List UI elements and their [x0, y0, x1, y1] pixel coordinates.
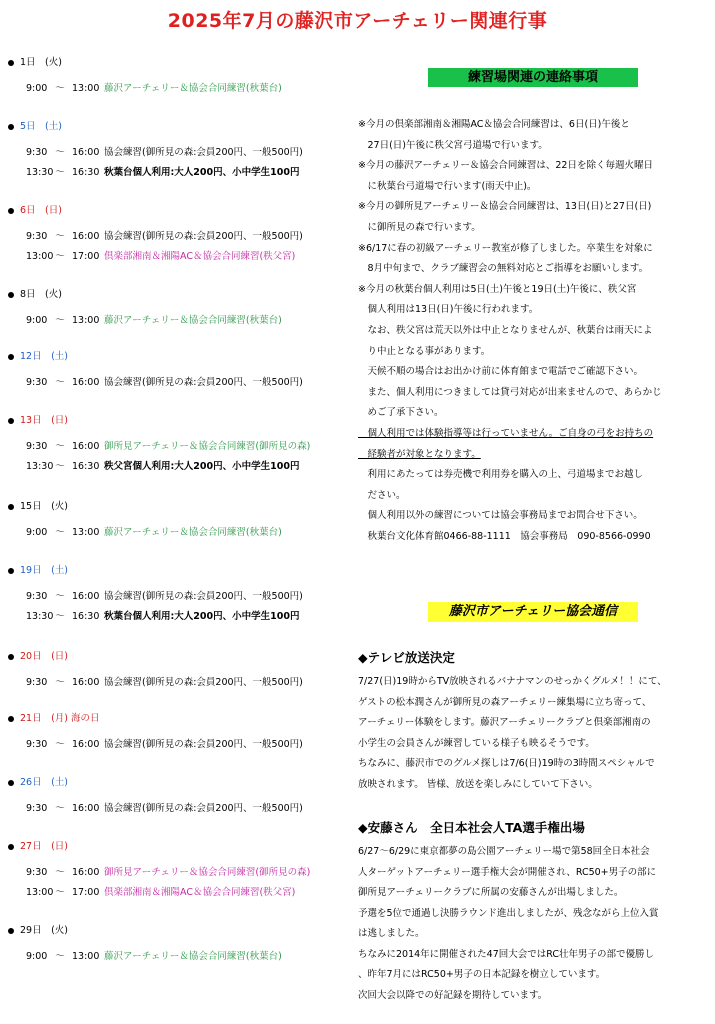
- event-end-time: 16:00: [72, 441, 100, 452]
- notice-line: また、個人利用につきましては貸弓対応が出来ませんので、あらかじ: [358, 386, 662, 398]
- event-start-time: 9:30: [26, 591, 48, 602]
- notice-banner: 練習場関連の連絡事項: [428, 68, 638, 87]
- event-start-time: 9:30: [26, 441, 48, 452]
- event-start-time: 13:30: [26, 611, 54, 622]
- event-start-time: 9:00: [26, 951, 48, 962]
- event-separator: ～: [55, 251, 65, 262]
- bullet-icon: [8, 292, 14, 298]
- schedule-date-label: 15日 (火): [20, 501, 69, 512]
- schedule-event: [26, 144, 303, 158]
- event-end-time: 16:00: [72, 147, 100, 158]
- notice-line: 利用にあたっては券売機で利用券を購入の上、弓道場までお越し: [358, 469, 644, 481]
- schedule-event: [26, 458, 299, 472]
- event-start-time: 9:00: [26, 527, 48, 538]
- event-separator: ～: [55, 461, 65, 472]
- event-separator: ～: [55, 677, 65, 688]
- event-end-time: 16:00: [72, 803, 100, 814]
- event-name: 協会練習(御所見の森:会員200円、一般500円): [104, 147, 303, 158]
- event-separator: ～: [55, 231, 65, 242]
- event-separator: ～: [55, 591, 65, 602]
- event-start-time: 9:00: [26, 83, 48, 94]
- schedule-event: [26, 80, 282, 94]
- page-title: 2025年7月の藤沢市アーチェリー関連行事: [167, 10, 548, 32]
- notice-line: に御所見の森で行います。: [358, 222, 481, 233]
- bullet-icon: [8, 60, 14, 66]
- bullet-icon: [8, 654, 14, 660]
- schedule-date-label: 13日 (日): [20, 415, 69, 426]
- bullet-icon: [8, 716, 14, 722]
- event-name: 協会練習(御所見の森:会員200円、一般500円): [104, 377, 303, 388]
- notice-line: ださい。: [358, 489, 406, 501]
- schedule-event: [26, 948, 282, 962]
- schedule-event: [26, 800, 303, 814]
- event-name: 秋葉台個人利用:大人200円、小中学生100円: [104, 611, 300, 622]
- news-line: 御所見アーチェリークラブに所属の安藤さんが出場しました。: [358, 887, 624, 898]
- news-line: 小学生の会員さんが練習している様子も映るそうです。: [358, 737, 595, 749]
- event-name: 御所見アーチェリー＆協会合同練習(御所見の森): [104, 441, 311, 452]
- schedule-event: [26, 524, 282, 538]
- event-end-time: 17:00: [72, 887, 100, 898]
- notice-line: ※6/17に春の初級アーチェリー教室が修了しました。卒業生を対象に: [358, 242, 653, 254]
- schedule-date-label: 26日 (土): [20, 777, 69, 788]
- event-separator: ～: [55, 951, 65, 962]
- event-start-time: 9:30: [26, 867, 48, 878]
- schedule-date-label: 6日 (日): [20, 205, 62, 216]
- notice-line: めご了承下さい。: [358, 407, 444, 419]
- schedule-date: [8, 838, 68, 852]
- event-start-time: 9:30: [26, 677, 48, 688]
- notice-line: ※今月の御所見アーチェリー＆協会合同練習は、13日(日)と27日(日): [358, 201, 652, 213]
- schedule-event: [26, 674, 303, 688]
- event-separator: ～: [55, 167, 65, 178]
- schedule-date-label: 1日 (火): [20, 57, 62, 68]
- event-start-time: 9:30: [26, 377, 48, 388]
- schedule-event: [26, 736, 303, 750]
- news-line: 次回大会以降での好記録を期待しています。: [358, 989, 548, 1001]
- schedule-event: [26, 312, 282, 326]
- schedule-date: [8, 348, 68, 362]
- event-separator: ～: [55, 611, 65, 622]
- news-line: アーチェリー体験をします。藤沢アーチェリークラブと倶楽部湘南の: [358, 717, 651, 728]
- event-start-time: 13:00: [26, 251, 54, 262]
- schedule-date-label: 12日 (土): [20, 351, 69, 362]
- schedule-date: [8, 202, 62, 216]
- news-line: 7/27(日)19時からTV放映されるバナナマンのせっかくグルメ！！にて、: [358, 676, 667, 687]
- event-name: 倶楽部湘南＆湘陽AC＆協会合同練習(秩父宮): [104, 251, 296, 262]
- event-end-time: 16:30: [72, 611, 100, 622]
- event-separator: ～: [55, 83, 65, 94]
- notice-line: に秋葉台弓道場で行います(雨天中止)。: [358, 180, 537, 192]
- schedule-event: [26, 228, 303, 242]
- event-start-time: 9:00: [26, 315, 48, 326]
- event-end-time: 16:00: [72, 867, 100, 878]
- notice-line: 27日(日)午後に秩父宮弓道場で行います。: [358, 139, 548, 151]
- event-name: 藤沢アーチェリー＆協会合同練習(秋葉台): [104, 83, 282, 94]
- event-end-time: 13:00: [72, 527, 100, 538]
- event-end-time: 13:00: [72, 951, 100, 962]
- notice-line: ※今月の倶楽部湘南＆湘陽AC＆協会合同練習は、6日(日)午後と: [358, 119, 630, 130]
- event-name: 秩父宮個人利用:大人200円、小中学生100円: [104, 461, 300, 472]
- event-end-time: 16:00: [72, 677, 100, 688]
- bullet-icon: [8, 418, 14, 424]
- event-start-time: 9:30: [26, 231, 48, 242]
- schedule-date-label: 27日 (日): [20, 841, 69, 852]
- schedule-event: [26, 374, 303, 388]
- notice-line: り中止となる事があります。: [358, 345, 491, 357]
- news-line: ゲストの松本潤さんが御所見の森アーチェリー練集場に立ち寄って、: [358, 696, 652, 708]
- schedule-event: [26, 608, 299, 622]
- event-separator: ～: [55, 887, 65, 898]
- event-separator: ～: [55, 441, 65, 452]
- event-end-time: 16:00: [72, 231, 100, 242]
- bullet-icon: [8, 354, 14, 360]
- news-line: 、昨年7月にはRC50+男子の日本記録を樹立しています。: [358, 969, 606, 980]
- schedule-event: [26, 864, 310, 878]
- event-start-time: 13:30: [26, 167, 54, 178]
- schedule-date-label: 21日 (月) 海の日: [20, 713, 100, 724]
- event-end-time: 13:00: [72, 83, 100, 94]
- notice-line: 個人利用では体験指導等は行っていません。ご自身の弓をお持ちの: [358, 428, 654, 439]
- event-separator: ～: [55, 315, 65, 326]
- schedule-date: [8, 648, 68, 662]
- schedule-date-label: 20日 (日): [20, 651, 69, 662]
- event-name: 藤沢アーチェリー＆協会合同練習(秋葉台): [104, 527, 282, 538]
- event-name: 藤沢アーチェリー＆協会合同練習(秋葉台): [104, 315, 282, 326]
- notice-line: ※今月の秋葉台個人利用は5日(土)午後と19日(土)午後に、秩父宮: [358, 283, 637, 295]
- event-name: 秋葉台個人利用:大人200円、小中学生100円: [104, 167, 300, 178]
- news-banner: 藤沢市アーチェリー協会通信: [428, 602, 638, 622]
- event-name: 藤沢アーチェリー＆協会合同練習(秋葉台): [104, 951, 282, 962]
- news-line: ちなみに2014年に開催された47回大会ではRC壮年男子の部で優勝し: [358, 948, 655, 960]
- schedule-date: [8, 54, 62, 68]
- event-separator: ～: [55, 527, 65, 538]
- news-line: ちなみに、藤沢市でのグルメ探しは7/6(日)19時の3時間スペシャルで: [358, 758, 655, 769]
- news-line: は逃しました。: [358, 928, 425, 939]
- bullet-icon: [8, 568, 14, 574]
- event-start-time: 13:00: [26, 887, 54, 898]
- event-separator: ～: [55, 867, 65, 878]
- schedule-event: [26, 164, 299, 178]
- event-separator: ～: [55, 739, 65, 750]
- event-start-time: 9:30: [26, 739, 48, 750]
- event-separator: ～: [55, 803, 65, 814]
- schedule-date-label: 19日 (土): [20, 565, 69, 576]
- notice-line: なお、秩父宮は荒天以外は中止となりませんが、秋葉台は雨天によ: [358, 325, 653, 336]
- event-end-time: 16:00: [72, 739, 100, 750]
- notice-line: 個人利用以外の練習については協会事務局までお問合せ下さい。: [358, 510, 643, 522]
- news-line: 予選を5位で通過し決勝ラウンド進出しましたが、残念ながら上位入賞: [358, 907, 659, 919]
- event-end-time: 16:00: [72, 591, 100, 602]
- notice-line: 経験者が対象となります。: [358, 448, 481, 460]
- event-separator: ～: [55, 377, 65, 388]
- schedule-date-label: 29日 (火): [20, 925, 69, 936]
- event-start-time: 13:30: [26, 461, 54, 472]
- bullet-icon: [8, 780, 14, 786]
- bullet-icon: [8, 124, 14, 130]
- notice-line: 秋葉台文化体育館0466-88-1111 協会事務局 090-8566-0990: [358, 531, 651, 542]
- schedule-date: [8, 562, 68, 576]
- event-end-time: 17:00: [72, 251, 100, 262]
- event-name: 御所見アーチェリー＆協会合同練習(御所見の森): [104, 867, 311, 878]
- schedule-date: [8, 498, 68, 512]
- bullet-icon: [8, 844, 14, 850]
- event-end-time: 16:30: [72, 167, 100, 178]
- event-end-time: 16:00: [72, 377, 100, 388]
- event-end-time: 16:30: [72, 461, 100, 472]
- news-line: 放映されます。 皆様、放送を楽しみにしていて下さい。: [358, 778, 598, 790]
- event-name: 協会練習(御所見の森:会員200円、一般500円): [104, 591, 303, 602]
- event-name: 協会練習(御所見の森:会員200円、一般500円): [104, 231, 303, 242]
- notice-line: 個人利用は13日(日)午後に行われます。: [358, 304, 539, 316]
- event-name: 協会練習(御所見の森:会員200円、一般500円): [104, 803, 303, 814]
- news-heading: ◆安藤さん 全日本社会人TA選手権出場: [358, 820, 585, 835]
- notice-line: 8月中旬まで、クラブ練習会の無料対応とご指導をお願いします。: [358, 263, 649, 275]
- schedule-date: [8, 118, 62, 132]
- schedule-event: [26, 884, 295, 898]
- event-name: 協会練習(御所見の森:会員200円、一般500円): [104, 677, 303, 688]
- schedule-date: [8, 412, 68, 426]
- bullet-icon: [8, 928, 14, 934]
- news-heading: ◆テレビ放送決定: [358, 650, 455, 665]
- bullet-icon: [8, 504, 14, 510]
- news-line: 6/27～6/29に東京都夢の島公園アーチェリー場で第58回全日本社会: [358, 846, 650, 857]
- schedule-event: [26, 588, 303, 602]
- schedule-date: [8, 710, 100, 724]
- notice-line: ※今月の藤沢アーチェリー＆協会合同練習は、22日を除く毎週火曜日: [358, 160, 653, 172]
- schedule-date-label: 5日 (土): [20, 121, 62, 132]
- schedule-event: [26, 248, 295, 262]
- event-start-time: 9:30: [26, 803, 48, 814]
- schedule-date-label: 8日 (火): [20, 289, 62, 300]
- event-name: 倶楽部湘南＆湘陽AC＆協会合同練習(秩父宮): [104, 887, 296, 898]
- notice-line: 天候不順の場合はお出かけ前に体育館まで電話でご確認下さい。: [358, 366, 644, 378]
- event-separator: ～: [55, 147, 65, 158]
- schedule-date: [8, 774, 68, 788]
- event-end-time: 13:00: [72, 315, 100, 326]
- news-line: 人ターゲットアーチェリー選手権大会が開催され、RC50+男子の部に: [358, 866, 657, 878]
- event-start-time: 9:30: [26, 147, 48, 158]
- schedule-event: [26, 438, 310, 452]
- schedule-date: [8, 922, 68, 936]
- bullet-icon: [8, 208, 14, 214]
- schedule-date: [8, 286, 62, 300]
- event-name: 協会練習(御所見の森:会員200円、一般500円): [104, 739, 303, 750]
